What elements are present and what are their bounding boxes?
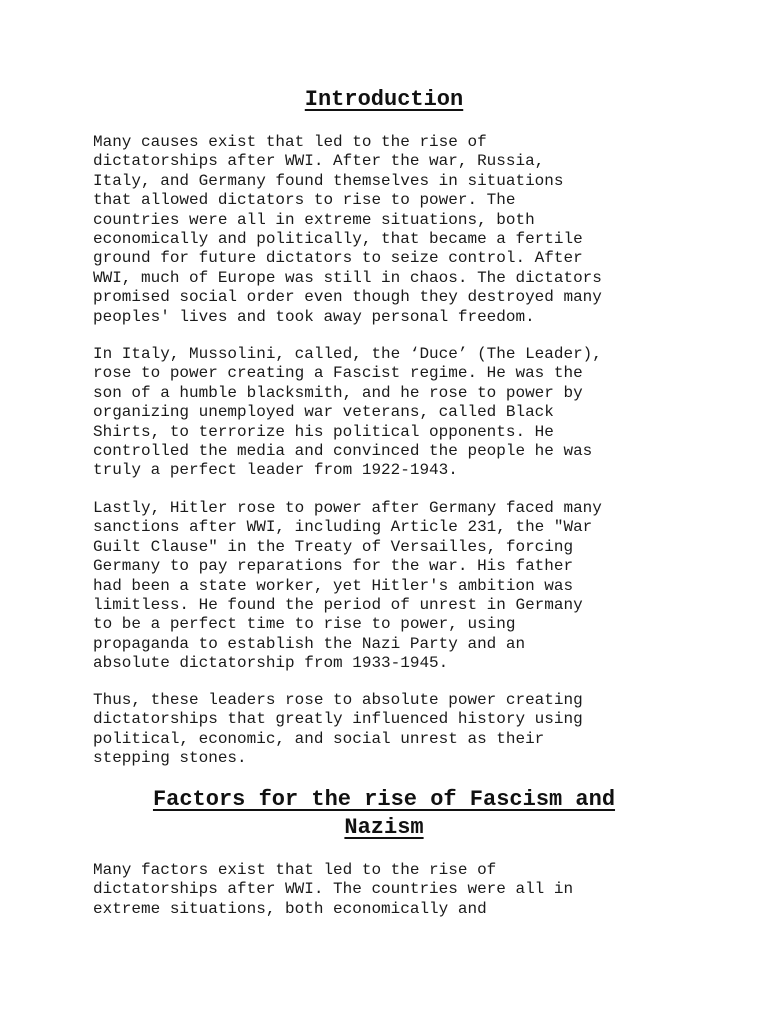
- paragraph-germany: Lastly, Hitler rose to power after Germany faced many sanctions after WWI, including Article 231, the "War Guilt Clause" in the Treaty of Versailles, forcing Germany to pay reparations for the war. His father had been a state worker, yet Hitler's ambition was limitless. He found the period of unrest in Germany to be a perfect time to rise to power, using propaganda to establish the Nazi Party and an absolute dictatorship from 1933-1945.: [93, 499, 602, 673]
- introduction-heading-text: Introduction: [304, 87, 464, 112]
- paragraph-causes: Many causes exist that led to the rise of dictatorships after WWI. After the war, Russia, Italy, and Germany found themselves in situations that allowed dictators to rise to power. The countries were all in extreme situations, both economically and politically, that became a fertile ground for future dictators to seize control. After WWI, much of Europe was still in chaos. The dictators promised social order even though they destroyed many peoples' lives and took away personal freedom.: [93, 133, 602, 326]
- factors-heading-line1: Factors for the rise of Fascism and: [152, 787, 616, 812]
- factors-heading: [92, 786, 676, 842]
- paragraph-conclusion: Thus, these leaders rose to absolute power creating dictatorships that greatly influenced history using political, economic, and social unrest as their stepping stones.: [93, 691, 583, 768]
- factors-heading-line2: Nazism: [344, 815, 424, 840]
- paragraph-italy: In Italy, Mussolini, called, the ‘Duce’ (The Leader), rose to power creating a Fascist regime. He was the son of a humble blacksmith, and he rose to power by organizing unemployed war veterans, called Black Shirts, to terrorize his political opponents. He controlled the media and convinced the people he was truly a perfect leader from 1922-1943.: [93, 345, 602, 480]
- paragraph-factors: Many factors exist that led to the rise of dictatorships after WWI. The countries were all in extreme situations, both economically and: [93, 861, 574, 918]
- introduction-heading: [92, 86, 676, 114]
